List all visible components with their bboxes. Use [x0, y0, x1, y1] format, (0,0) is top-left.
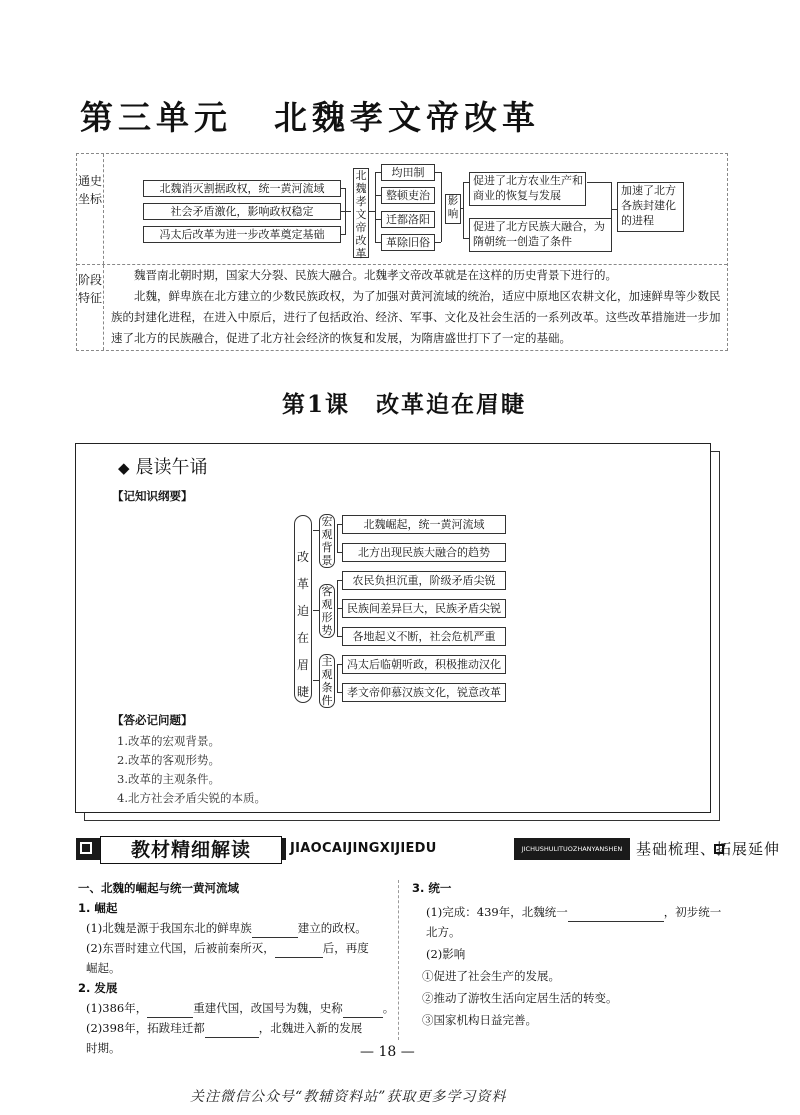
- answer-blank[interactable]: [343, 1003, 383, 1018]
- question-item: 3.改革的主观条件。: [117, 772, 220, 786]
- column-divider: [398, 880, 399, 1040]
- question-line: ①促进了社会生产的发展。: [422, 969, 560, 983]
- subsection-heading: 3. 统一: [412, 881, 452, 895]
- answer-blank[interactable]: [205, 1023, 259, 1038]
- banner-pinyin: JIAOCAIJINGXIJIEDU: [286, 838, 441, 860]
- influence-box: 影响: [445, 194, 461, 224]
- question-line: ②推动了游牧生活向定居生活的转变。: [422, 991, 618, 1005]
- square-icon: [714, 844, 724, 854]
- reading-header: ◆ 晨读午诵: [118, 457, 208, 478]
- question-line: (1)386年， 重建代国，改国号为魏，史称 。: [78, 998, 394, 1018]
- effect-box: 促进了北方农业生产和商业的恢复与发展: [469, 172, 586, 206]
- question-line: (2)398年，拓跋珪迁都 ，北魏进入新的发展: [78, 1018, 394, 1038]
- question-item: 1.改革的宏观背景。: [117, 734, 220, 748]
- measure-box: 迁都洛阳: [381, 211, 435, 228]
- unit-title: 第三单元 北魏孝文帝改革: [80, 98, 540, 137]
- timeline-label: 通史坐标: [77, 154, 104, 264]
- question-line: 北方。: [426, 925, 461, 939]
- measure-box: 革除旧俗: [381, 234, 435, 251]
- cause-box: 北魏消灭割据政权，统一黄河流域: [143, 180, 341, 197]
- banner-title: 教材精细解读: [100, 836, 282, 864]
- square-icon: [80, 842, 92, 854]
- question-line: (2)影响: [426, 947, 466, 961]
- questions-label: 【答必记问题】: [112, 713, 193, 727]
- question-line: (1)北魏是源于我国东北的鲜卑族 建立的政权。: [78, 918, 394, 938]
- banner-slogan: 基础梳理、拓展延伸: [636, 840, 781, 858]
- subsection-heading: 1. 崛起: [78, 901, 118, 915]
- answer-blank[interactable]: [252, 923, 298, 938]
- diamond-icon: ◆: [118, 459, 130, 477]
- answer-blank[interactable]: [275, 943, 323, 958]
- unit-overview: [76, 153, 728, 351]
- question-list: [117, 732, 266, 808]
- outline-label: 【记知识纲要】: [112, 489, 193, 503]
- footer-note: 关注微信公众号“教辅资料站”获取更多学习资料: [190, 1089, 507, 1105]
- measure-box: 整顿吏治: [381, 187, 435, 204]
- outline-item: 各地起义不断，社会危机严重: [342, 627, 506, 646]
- category-macro: 宏观背景: [319, 514, 335, 568]
- answer-blank[interactable]: [568, 907, 664, 922]
- cause-box: 冯太后改革为进一步改革奠定基础: [143, 226, 341, 243]
- outline-root: 改革迫在眉睫: [294, 515, 312, 703]
- question-line: (1)完成：439年，北魏统一 ，初步统一: [412, 902, 721, 922]
- reform-box: 北魏孝文帝改革: [353, 168, 369, 258]
- effect-box: 促进了北方民族大融合，为隋朝统一创造了条件: [469, 218, 612, 252]
- page-number: — 18 —: [360, 1044, 415, 1060]
- stage-features-text: 魏晋南北朝时期，国家大分裂、民族大融合。北魏孝文帝改革就是在这样的历史背景下进行的。 北魏，鲜卑族在北方建立的少数民族政权，为了加强对黄河流域的统治，适应中原地区农耕文化，加速鲜卑等少数民族的封建化进程，在进入中原后，进行了包括政治、经济、军事、文化及社会生活的一系列改革。这些改革措施进一步加速了北方的民族融合，促进了北方社会经济的恢复和发展，为隋唐盛世打下了一定的基础。: [111, 268, 721, 345]
- cause-box: 社会矛盾激化，影响政权稳定: [143, 203, 341, 220]
- question-line: 时期。: [86, 1041, 121, 1055]
- outline-item: 民族间差异巨大，民族矛盾尖锐: [342, 599, 506, 618]
- banner-pinyin-small: JICHUSHULITUOZHANYANSHEN: [514, 838, 630, 860]
- outline-item: 孝文帝仰慕汉族文化，锐意改革: [342, 683, 506, 702]
- features-label: 阶段特征: [77, 265, 104, 350]
- question-item: 2.改革的客观形势。: [117, 753, 220, 767]
- answer-blank[interactable]: [147, 1003, 193, 1018]
- section-banner: [76, 838, 781, 861]
- category-objective: 客观形势: [319, 584, 335, 638]
- category-subjective: 主观条件: [319, 654, 335, 708]
- lesson-title: 第1课 改革迫在眉睫: [282, 391, 527, 418]
- study-right-column: [412, 878, 721, 1030]
- question-line: (2)东晋时建立代国，后被前秦所灭， 后，再度: [78, 938, 394, 958]
- outline-item: 北方出现民族大融合的趋势: [342, 543, 506, 562]
- question-item: 4.北方社会矛盾尖锐的本质。: [117, 791, 266, 805]
- result-box: 加速了北方各族封建化的进程: [617, 182, 684, 232]
- outline-item: 农民负担沉重，阶级矛盾尖锐: [342, 571, 506, 590]
- subsection-heading: 2. 发展: [78, 981, 118, 995]
- outline-item: 北魏崛起，统一黄河流域: [342, 515, 506, 534]
- question-line: 崛起。: [86, 961, 121, 975]
- question-line: ③国家机构日益完善。: [422, 1013, 537, 1027]
- section-heading: 一、北魏的崛起与统一黄河流域: [78, 881, 239, 895]
- measure-box: 均田制: [381, 164, 435, 181]
- outline-item: 冯太后临朝听政，积极推动汉化: [342, 655, 506, 674]
- study-left-column: [78, 878, 394, 1058]
